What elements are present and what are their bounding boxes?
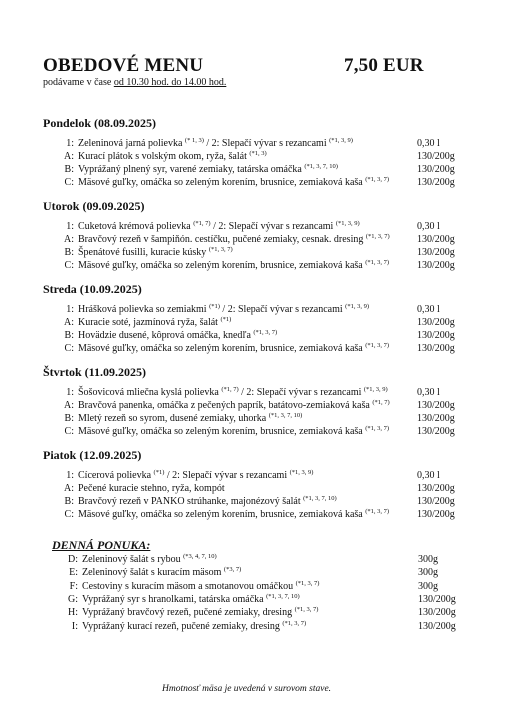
menu-price: 7,50 EUR: [344, 55, 424, 76]
item-amount: 0,30 l: [417, 221, 440, 232]
item-name: Špenátové fusilli, kuracie kúsky: [78, 247, 209, 258]
item-name: Mäsové guľky, omáčka so zeleným korením, brusnice, zemiaková kaša: [78, 509, 366, 520]
item-amount: 130/200g: [417, 234, 455, 245]
item-name: Zeleninová jarná polievka: [78, 138, 185, 149]
allergen-codes: (*1): [153, 469, 165, 476]
item-amount: 300g: [418, 580, 438, 592]
item-label: 1:: [66, 470, 74, 481]
menu-item: [49, 151, 267, 162]
item-amount: 130/200g: [417, 400, 455, 411]
allergen-codes: (*1, 3, 7, 10): [266, 592, 300, 600]
item-label: A:: [64, 317, 74, 328]
allergen-codes: (*1, 3, 9): [289, 469, 314, 476]
item-name: Bravčová panenka, omáčka z pečených paprík, batátovo-zemiaková kaša: [78, 400, 373, 411]
item-label: F:: [69, 580, 78, 592]
item-amount: 300g: [418, 567, 438, 579]
item-amount: 130/200g: [417, 164, 455, 175]
allergen-codes: (*1, 3, 7): [294, 606, 319, 614]
menu-item: [49, 234, 390, 245]
allergen-codes: (*1, 3, 7): [365, 425, 390, 432]
item-name: Pečené kuracie stehno, ryža, kompót: [78, 483, 225, 494]
menu-title: OBEDOVÉ MENU: [43, 55, 204, 76]
menu-item: [49, 470, 313, 481]
item-name: Mäsové guľky, omáčka so zeleným korením, brusnice, zemiaková kaša: [78, 260, 366, 271]
item-label: G:: [68, 593, 78, 605]
item-label: A:: [64, 400, 74, 411]
day-heading: Utorok (09.09.2025): [43, 199, 145, 213]
item-label: C:: [64, 426, 74, 437]
item-label: E:: [69, 567, 78, 579]
item-name: Zeleninový šalát s kuracím mäsom: [82, 567, 224, 579]
item-alt-name: / 2: Slepačí vývar s rezancami: [238, 387, 364, 398]
menu-item: [49, 177, 389, 188]
item-name: Mäsové guľky, omáčka so zeleným korením, brusnice, zemiaková kaša: [78, 177, 366, 188]
item-label: 1:: [66, 221, 74, 232]
item-amount: 130/200g: [417, 151, 455, 162]
item-amount: 130/200g: [417, 426, 455, 437]
footer-note: Hmotnosť mäsa je uvedená v surovom stave.: [162, 684, 332, 694]
serving-time: od 10.30 hod. do 14.00 hod.: [113, 77, 227, 88]
item-name: Kurací plátok s volským okom, ryža, šalát: [78, 151, 250, 162]
allergen-codes: (*1, 3, 7, 10): [304, 163, 338, 170]
allergen-codes: (*1, 3, 7): [365, 176, 390, 183]
allergen-codes: (*1): [209, 303, 220, 310]
item-label: 1:: [66, 387, 74, 398]
item-name: Zeleninový šalát s rybou: [82, 554, 184, 565]
allergen-codes: (*1, 3, 9): [329, 137, 353, 144]
item-name: Cícerová polievka: [78, 470, 154, 481]
day-heading: Štvrtok (11.09.2025): [43, 365, 146, 379]
item-amount: 0,30 l: [417, 304, 440, 315]
allergen-codes: (*3, 4, 7, 10): [183, 553, 217, 560]
menu-item: [53, 581, 319, 592]
item-label: A:: [64, 234, 74, 245]
menu-item: [49, 138, 353, 149]
menu-item: [49, 483, 225, 494]
allergen-codes: (* 1, 3): [184, 137, 204, 144]
item-amount: 130/200g: [417, 343, 455, 354]
allergen-codes: (*1, 3, 7): [365, 508, 390, 515]
item-amount: 130/200g: [418, 607, 456, 619]
item-name: Vyprážaný syr s hranolkami, tatárska omáčka: [82, 593, 267, 605]
allergen-codes: (*1, 7): [372, 399, 390, 406]
allergen-codes: (*1, 3, 7): [365, 233, 390, 240]
item-name: Vyprážaný plnený syr, varené zemiaky, tatárska omáčka: [78, 164, 305, 175]
allergen-codes: (*1, 3, 7): [282, 619, 307, 627]
item-label: C:: [64, 343, 74, 354]
item-alt-name: / 2: Slepačí vývar s rezancami: [203, 138, 330, 149]
item-label: B:: [64, 330, 74, 341]
day-heading: Streda (10.09.2025): [43, 282, 142, 296]
item-name: Mäsové guľky, omáčka so zeleným korením, brusnice, zemiaková kaša: [78, 343, 366, 354]
item-amount: 130/200g: [418, 620, 456, 632]
item-amount: 130/200g: [417, 260, 455, 271]
item-alt-name: / 2: Slepačí vývar s rezancami: [164, 470, 290, 481]
allergen-codes: (*1, 3, 7): [295, 579, 320, 587]
item-label: C:: [64, 509, 74, 520]
menu-item: [49, 496, 337, 507]
menu-item: [53, 607, 318, 618]
item-name: Vyprážaný bravčový rezeň, pučené zemiaky, dresing: [82, 607, 295, 619]
item-amount: 130/200g: [417, 177, 455, 188]
item-amount: 130/200g: [417, 509, 455, 520]
item-label: B:: [64, 247, 74, 258]
item-label: C:: [64, 177, 74, 188]
item-name: Hrášková polievka so zemiakmi: [78, 304, 210, 315]
menu-item: [49, 426, 389, 437]
menu-item: [53, 621, 306, 632]
day-heading: Piatok (12.09.2025): [43, 448, 142, 462]
allergen-codes: (*1, 3, 7): [208, 246, 233, 253]
item-name: Bravčový rezeň v šampiňón. cestíčku, pučené zemiaky, cesnak. dresing: [78, 234, 366, 245]
item-name: Cuketová krémová polievka: [78, 221, 194, 232]
item-name: Cestoviny s kuracím mäsom a smotanovou omáčkou: [82, 580, 296, 592]
allergen-codes: (*3, 7): [223, 566, 242, 574]
item-label: 1:: [66, 138, 74, 149]
item-label: C:: [64, 260, 74, 271]
item-label: A:: [64, 483, 74, 494]
item-name: Mäsové guľky, omáčka so zeleným korením, brusnice, zemiaková kaša: [78, 426, 366, 437]
serving-prefix: podávame v čase: [43, 77, 114, 88]
allergen-codes: (*1, 3, 9): [335, 220, 360, 227]
item-amount: 0,30 l: [417, 138, 440, 149]
item-label: B:: [64, 164, 74, 175]
allergen-codes: (*1, 3, 7): [253, 329, 278, 336]
menu-item: [49, 509, 389, 520]
item-alt-name: / 2: Slepačí vývar s rezancami: [219, 304, 346, 315]
allergen-codes: (*1, 3, 7): [365, 342, 390, 349]
menu-item: [49, 260, 389, 271]
allergen-codes: (*1, 3): [249, 150, 267, 157]
menu-item: [49, 387, 388, 398]
menu-item: [49, 400, 390, 411]
allergen-codes: (*1, 3, 9): [345, 303, 369, 310]
item-name: Vyprážaný kurací rezeň, pučené zemiaky, dresing: [82, 620, 283, 632]
item-label: I:: [71, 620, 78, 632]
item-alt-name: / 2: Slepačí vývar s rezancami: [210, 221, 336, 232]
item-amount: 300g: [418, 554, 438, 565]
allergen-codes: (*1, 7): [193, 220, 211, 227]
day-heading: Pondelok (08.09.2025): [43, 116, 157, 130]
menu-item: [53, 567, 241, 578]
item-label: B:: [64, 496, 74, 507]
item-label: 1:: [66, 304, 74, 315]
item-name: Kuracie soté, jazmínová ryža, šalát: [78, 317, 221, 328]
menu-item: [49, 317, 231, 328]
daily-offer-heading: DENNÁ PONUKA:: [52, 538, 151, 552]
menu-item: [53, 554, 217, 565]
allergen-codes: (*1, 3, 7, 10): [303, 495, 337, 502]
allergen-codes: (*1, 3, 9): [363, 386, 388, 393]
serving-time-line: [43, 77, 226, 88]
menu-item: [53, 594, 300, 605]
item-label: B:: [64, 413, 74, 424]
item-amount: 130/200g: [417, 483, 455, 494]
menu-item: [49, 247, 233, 258]
item-amount: 130/200g: [417, 247, 455, 258]
menu-item: [49, 164, 338, 175]
item-label: H:: [68, 607, 78, 619]
item-label: D:: [68, 554, 78, 565]
item-name: Bravčový rezeň v PANKO strúhanke, majonézový šalát: [78, 496, 304, 507]
item-amount: 0,30 l: [417, 387, 440, 398]
allergen-codes: (*1): [220, 316, 232, 323]
item-amount: 130/200g: [417, 413, 455, 424]
allergen-codes: (*1, 7): [221, 386, 239, 393]
menu-item: [49, 221, 360, 232]
menu-item: [49, 330, 277, 341]
item-name: Mletý rezeň so syrom, dusené zemiaky, uhorka: [78, 413, 269, 424]
menu-item: [49, 413, 302, 424]
item-amount: 130/200g: [417, 330, 455, 341]
menu-item: [49, 343, 389, 354]
item-name: Hovädzie dusené, kôprová omáčka, knedľa: [78, 330, 254, 341]
item-amount: 130/200g: [417, 317, 455, 328]
item-amount: 130/200g: [418, 593, 456, 605]
allergen-codes: (*1, 3, 7): [365, 259, 390, 266]
item-label: A:: [64, 151, 74, 162]
item-name: Šošovicová mliečna kyslá polievka: [78, 387, 222, 398]
item-amount: 0,30 l: [417, 470, 440, 481]
allergen-codes: (*1, 3, 7, 10): [268, 412, 303, 419]
menu-item: [49, 304, 369, 315]
item-amount: 130/200g: [417, 496, 455, 507]
